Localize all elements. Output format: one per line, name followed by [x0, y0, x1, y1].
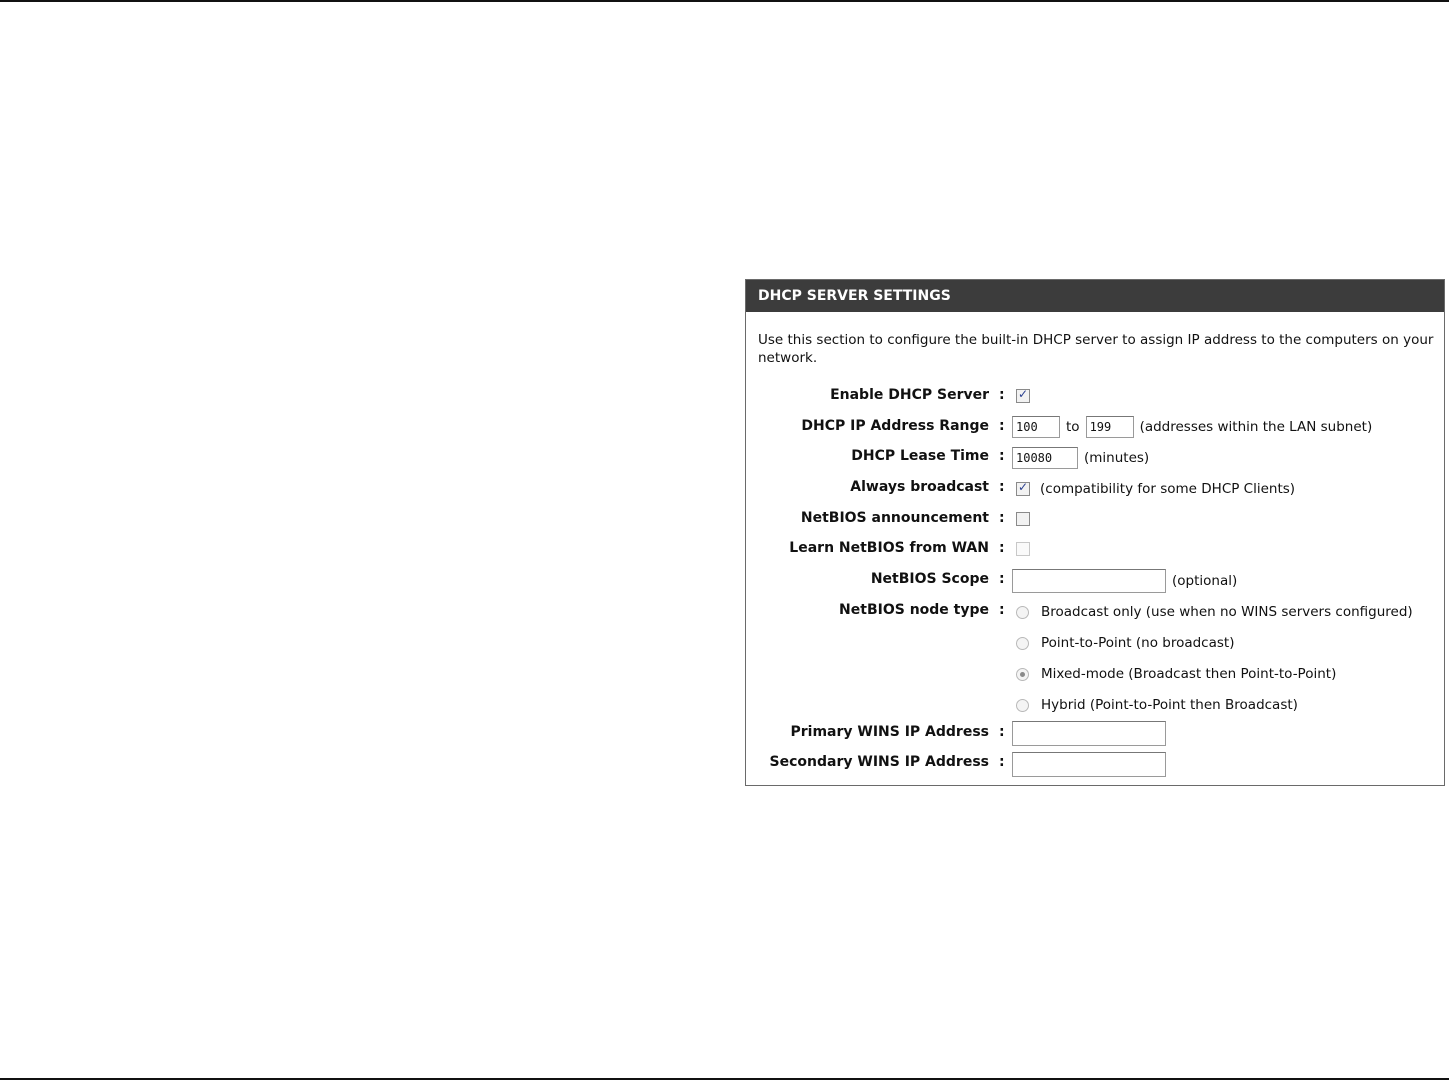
netbios-announcement-row [1016, 512, 1030, 526]
netbios-scope-row [1012, 569, 1237, 593]
ip-range-note: (addresses within the LAN subnet) [1139, 419, 1373, 435]
netbios-announcement-label: NetBIOS announcement [800, 510, 989, 526]
secondary-wins-label: Secondary WINS IP Address [769, 754, 989, 770]
always-broadcast-note: (compatibility for some DHCP Clients) [1040, 481, 1296, 497]
ip-range-to-text: to [1066, 419, 1080, 435]
node-type-radio-mixed[interactable] [1016, 668, 1029, 681]
page-top-rule [0, 0, 1449, 2]
ip-range-row [1012, 416, 1372, 438]
colon: : [999, 724, 1005, 740]
colon: : [999, 754, 1005, 770]
colon: : [999, 510, 1005, 526]
page-bottom-rule [0, 1078, 1449, 1080]
ip-range-end-input[interactable] [1086, 416, 1134, 438]
primary-wins-input[interactable] [1012, 721, 1166, 746]
colon: : [999, 387, 1005, 403]
netbios-announcement-checkbox[interactable] [1016, 512, 1030, 526]
ip-range-start-input[interactable] [1012, 416, 1060, 438]
colon: : [999, 602, 1005, 618]
learn-netbios-checkbox[interactable] [1016, 542, 1030, 556]
node-type-radio-broadcast[interactable] [1016, 606, 1029, 619]
node-type-label: NetBIOS node type [839, 602, 989, 618]
netbios-scope-note: (optional) [1172, 573, 1238, 589]
colon: : [999, 479, 1005, 495]
lease-time-label: DHCP Lease Time [851, 448, 989, 464]
enable-dhcp-row [1016, 389, 1030, 403]
node-type-option-label: Broadcast only (use when no WINS servers configured) [1041, 604, 1413, 620]
secondary-wins-input[interactable] [1012, 752, 1166, 777]
learn-netbios-label: Learn NetBIOS from WAN [789, 540, 989, 556]
lease-time-note: (minutes) [1084, 450, 1150, 466]
primary-wins-label: Primary WINS IP Address [790, 724, 989, 740]
node-type-option[interactable] [1016, 604, 1413, 620]
learn-netbios-row [1016, 542, 1030, 556]
primary-wins-row [1012, 721, 1166, 746]
enable-dhcp-checkbox[interactable] [1016, 389, 1030, 403]
node-type-radio-hybrid[interactable] [1016, 699, 1029, 712]
netbios-scope-label: NetBIOS Scope [870, 571, 989, 587]
node-type-option[interactable] [1016, 666, 1336, 682]
node-type-option[interactable] [1016, 697, 1298, 713]
colon: : [999, 448, 1005, 464]
secondary-wins-row [1012, 752, 1166, 777]
lease-time-input[interactable] [1012, 447, 1078, 469]
always-broadcast-label: Always broadcast [850, 479, 989, 495]
always-broadcast-checkbox[interactable] [1016, 482, 1030, 496]
node-type-radio-p2p[interactable] [1016, 637, 1029, 650]
lease-time-row [1012, 447, 1149, 469]
node-type-option-label: Hybrid (Point-to-Point then Broadcast) [1041, 697, 1298, 713]
panel-title: DHCP SERVER SETTINGS [746, 280, 1444, 312]
node-type-option-label: Mixed-mode (Broadcast then Point-to-Point) [1041, 666, 1337, 682]
netbios-scope-input[interactable] [1012, 569, 1166, 593]
node-type-option-label: Point-to-Point (no broadcast) [1041, 635, 1235, 651]
enable-dhcp-label: Enable DHCP Server [830, 387, 989, 403]
node-type-option[interactable] [1016, 635, 1234, 651]
always-broadcast-row [1016, 481, 1295, 497]
panel-description: Use this section to configure the built-in DHCP server to assign IP address to the computers on your network. [758, 332, 1434, 366]
dhcp-server-settings-panel [745, 279, 1445, 786]
colon: : [999, 571, 1005, 587]
ip-range-label: DHCP IP Address Range [801, 418, 989, 434]
colon: : [999, 540, 1005, 556]
colon: : [999, 418, 1005, 434]
